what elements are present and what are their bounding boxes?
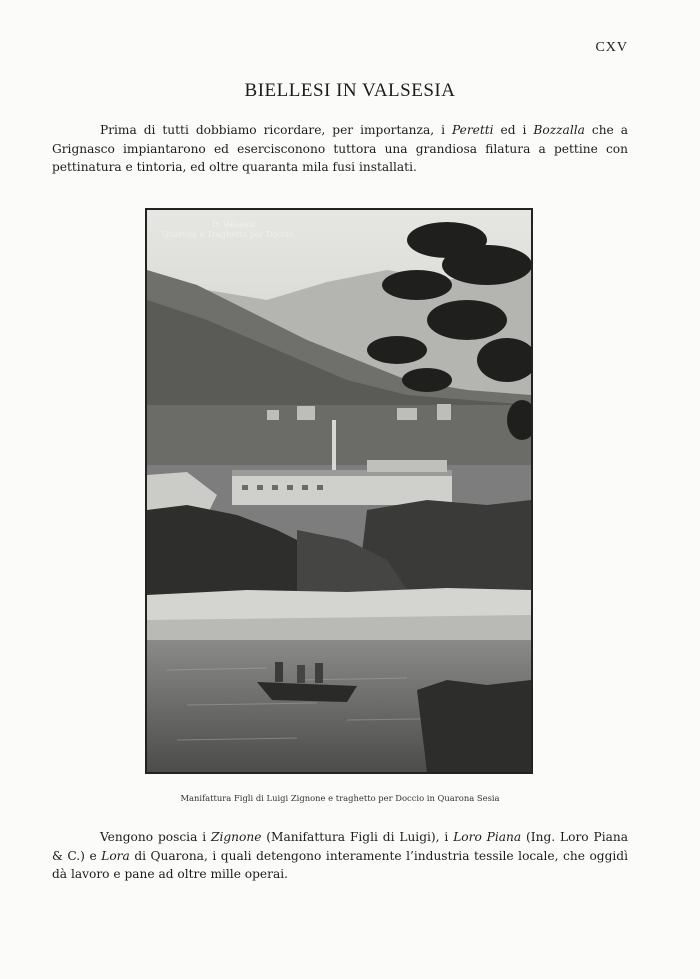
photo-caption: Manifattura Figli di Luigi Zignone e traghetto per Doccio in Quarona Sesia — [180, 793, 500, 803]
outro-text-1: Vengono poscia i — [100, 830, 211, 844]
intro-paragraph — [52, 121, 628, 177]
photo-postcard-label — [162, 220, 293, 240]
outro-text-3: (Ing. Loro Piana & C.) e — [52, 830, 628, 863]
outro-text-2: (Manifattura Figli di Luigi), i — [261, 830, 454, 844]
page-number: CXV — [595, 40, 628, 55]
outro-text-4: di Quarona, i quali detengono interamente l’industria tessile locale, che oggidì dà lavoro e pane ad oltre mille operai. — [52, 848, 629, 881]
name-loro-piana: Loro Piana — [453, 830, 522, 844]
photo-label-line-2: Quarona e Traghetto per Doccio — [162, 230, 294, 239]
name-lora: Lora — [101, 848, 130, 863]
outro-paragraph — [52, 828, 628, 884]
intro-text-2: ed i — [493, 123, 534, 137]
intro-text-1: Prima di tutti dobbiamo ricordare, per importanza, i — [100, 123, 452, 137]
name-peretti: Peretti — [451, 123, 494, 137]
photograph — [145, 208, 533, 774]
name-bozzalla: Bozzalla — [533, 123, 585, 137]
page-title: BIELLESI IN VALSESIA — [244, 80, 456, 101]
intro-text-3: che a Grignasco impiantarono ed esercisconono tuttora una grandiosa filatura a pettine con pettinatura e tintoria, ed oltre quaranta mila fusi installati. — [52, 123, 629, 174]
photo-label-line-1: In Valsesia — [212, 220, 256, 229]
landscape-photo-illustration — [147, 210, 531, 772]
name-zignone: Zignone — [211, 830, 262, 844]
